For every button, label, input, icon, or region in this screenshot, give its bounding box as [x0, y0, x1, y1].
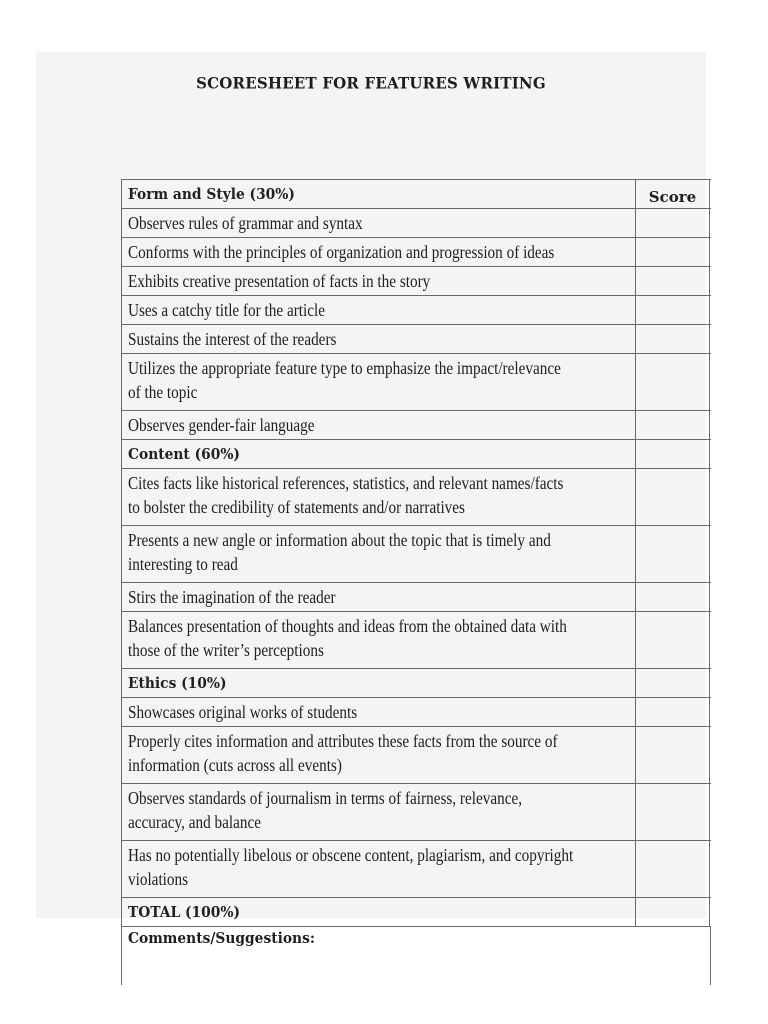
criterion-row — [122, 469, 711, 526]
criterion-line: Has no potentially libelous or obscene content, plagiarism, and copyright — [128, 845, 574, 865]
criterion-row-text — [122, 612, 636, 668]
criterion-row — [122, 698, 711, 727]
score-cell[interactable] — [636, 583, 710, 611]
criterion-row-text — [122, 238, 636, 266]
section-heading-ethics-text — [122, 669, 636, 697]
criterion-row-text — [122, 784, 636, 840]
criterion-row-text — [122, 526, 636, 582]
criterion-row-text — [122, 841, 636, 897]
section-heading-form-style-text — [122, 180, 636, 208]
criterion-line: Observes gender-fair language — [128, 415, 315, 435]
criterion-line: Cites facts like historical references, statistics, and relevant names/facts — [128, 473, 564, 493]
score-cell[interactable] — [636, 612, 710, 668]
criterion-line: Exhibits creative presentation of facts in the story — [128, 271, 431, 291]
criterion-row-text — [122, 325, 636, 353]
criterion-line: Properly cites information and attributes these facts from the source of — [128, 731, 558, 751]
criterion-line: TOTAL (100%) — [128, 903, 241, 921]
criterion-line: Stirs the imagination of the reader — [128, 587, 336, 607]
criterion-line: Ethics (10%) — [128, 674, 227, 692]
score-cell[interactable] — [636, 727, 710, 783]
total-row — [122, 898, 711, 927]
total-row-text — [122, 898, 636, 926]
criterion-row — [122, 354, 711, 411]
criterion-row-text — [122, 583, 636, 611]
page-title: SCORESHEET FOR FEATURES WRITING — [196, 73, 546, 93]
section-heading-form-style — [122, 180, 711, 209]
criterion-row-text — [122, 209, 636, 237]
criterion-row — [122, 612, 711, 669]
score-cell[interactable] — [636, 354, 710, 410]
score-cell[interactable] — [636, 267, 710, 295]
score-cell[interactable] — [636, 296, 710, 324]
score-cell[interactable] — [636, 440, 710, 468]
comments-label — [122, 927, 337, 985]
criterion-line: Uses a catchy title for the article — [128, 300, 326, 320]
criterion-line: Showcases original works of students — [128, 702, 358, 722]
section-heading-content — [122, 440, 711, 469]
score-cell[interactable] — [636, 325, 710, 353]
criterion-line: Sustains the interest of the readers — [128, 329, 337, 349]
scoresheet-table — [121, 179, 711, 985]
criterion-line: Balances presentation of thoughts and ideas from the obtained data with — [128, 616, 567, 636]
criterion-row — [122, 209, 711, 238]
criterion-line: Utilizes the appropriate feature type to emphasize the impact/relevance — [128, 358, 561, 378]
score-cell[interactable] — [636, 238, 710, 266]
comments-label-text: Comments/Suggestions: — [128, 929, 315, 947]
criterion-line: those of the writer’s perceptions — [128, 640, 324, 660]
criterion-row — [122, 841, 711, 898]
criterion-row — [122, 727, 711, 784]
comments-box[interactable] — [122, 927, 711, 985]
criterion-row — [122, 325, 711, 354]
criterion-line: information (cuts across all events) — [128, 755, 342, 775]
criterion-line: of the topic — [128, 382, 198, 402]
criterion-line: Presents a new angle or information about the topic that is timely and — [128, 530, 551, 550]
score-cell[interactable] — [636, 841, 710, 897]
criterion-row — [122, 296, 711, 325]
criterion-row — [122, 784, 711, 841]
criterion-line: Observes standards of journalism in terms of fairness, relevance, — [128, 788, 523, 808]
score-cell[interactable] — [636, 469, 710, 525]
criterion-line: violations — [128, 869, 189, 889]
criterion-line: Form and Style (30%) — [128, 185, 295, 203]
criterion-row — [122, 526, 711, 583]
score-cell[interactable] — [636, 411, 710, 439]
score-cell[interactable] — [636, 526, 710, 582]
criterion-row — [122, 267, 711, 296]
score-cell[interactable] — [636, 669, 710, 697]
criterion-line: Content (60%) — [128, 445, 240, 463]
criterion-row-text — [122, 267, 636, 295]
criterion-row-text — [122, 354, 636, 410]
section-heading-ethics — [122, 669, 711, 698]
criterion-row — [122, 583, 711, 612]
criterion-line: to bolster the credibility of statements and/or narratives — [128, 497, 465, 517]
criterion-line: accuracy, and balance — [128, 812, 261, 832]
criterion-row-text — [122, 296, 636, 324]
criterion-row — [122, 238, 711, 267]
criterion-line: interesting to read — [128, 554, 238, 574]
score-cell[interactable] — [636, 784, 710, 840]
score-cell[interactable] — [636, 698, 710, 726]
section-heading-content-text — [122, 440, 636, 468]
criterion-row — [122, 411, 711, 440]
criterion-row-text — [122, 698, 636, 726]
scoresheet-page — [36, 52, 706, 947]
criterion-row-text — [122, 727, 636, 783]
criterion-row-text — [122, 411, 636, 439]
score-cell[interactable] — [636, 209, 710, 237]
criterion-line: Observes rules of grammar and syntax — [128, 213, 363, 233]
criterion-line: Conforms with the principles of organization and progression of ideas — [128, 242, 555, 262]
criterion-row-text — [122, 469, 636, 525]
score-cell[interactable] — [636, 898, 710, 926]
score-header: Score — [636, 180, 710, 208]
